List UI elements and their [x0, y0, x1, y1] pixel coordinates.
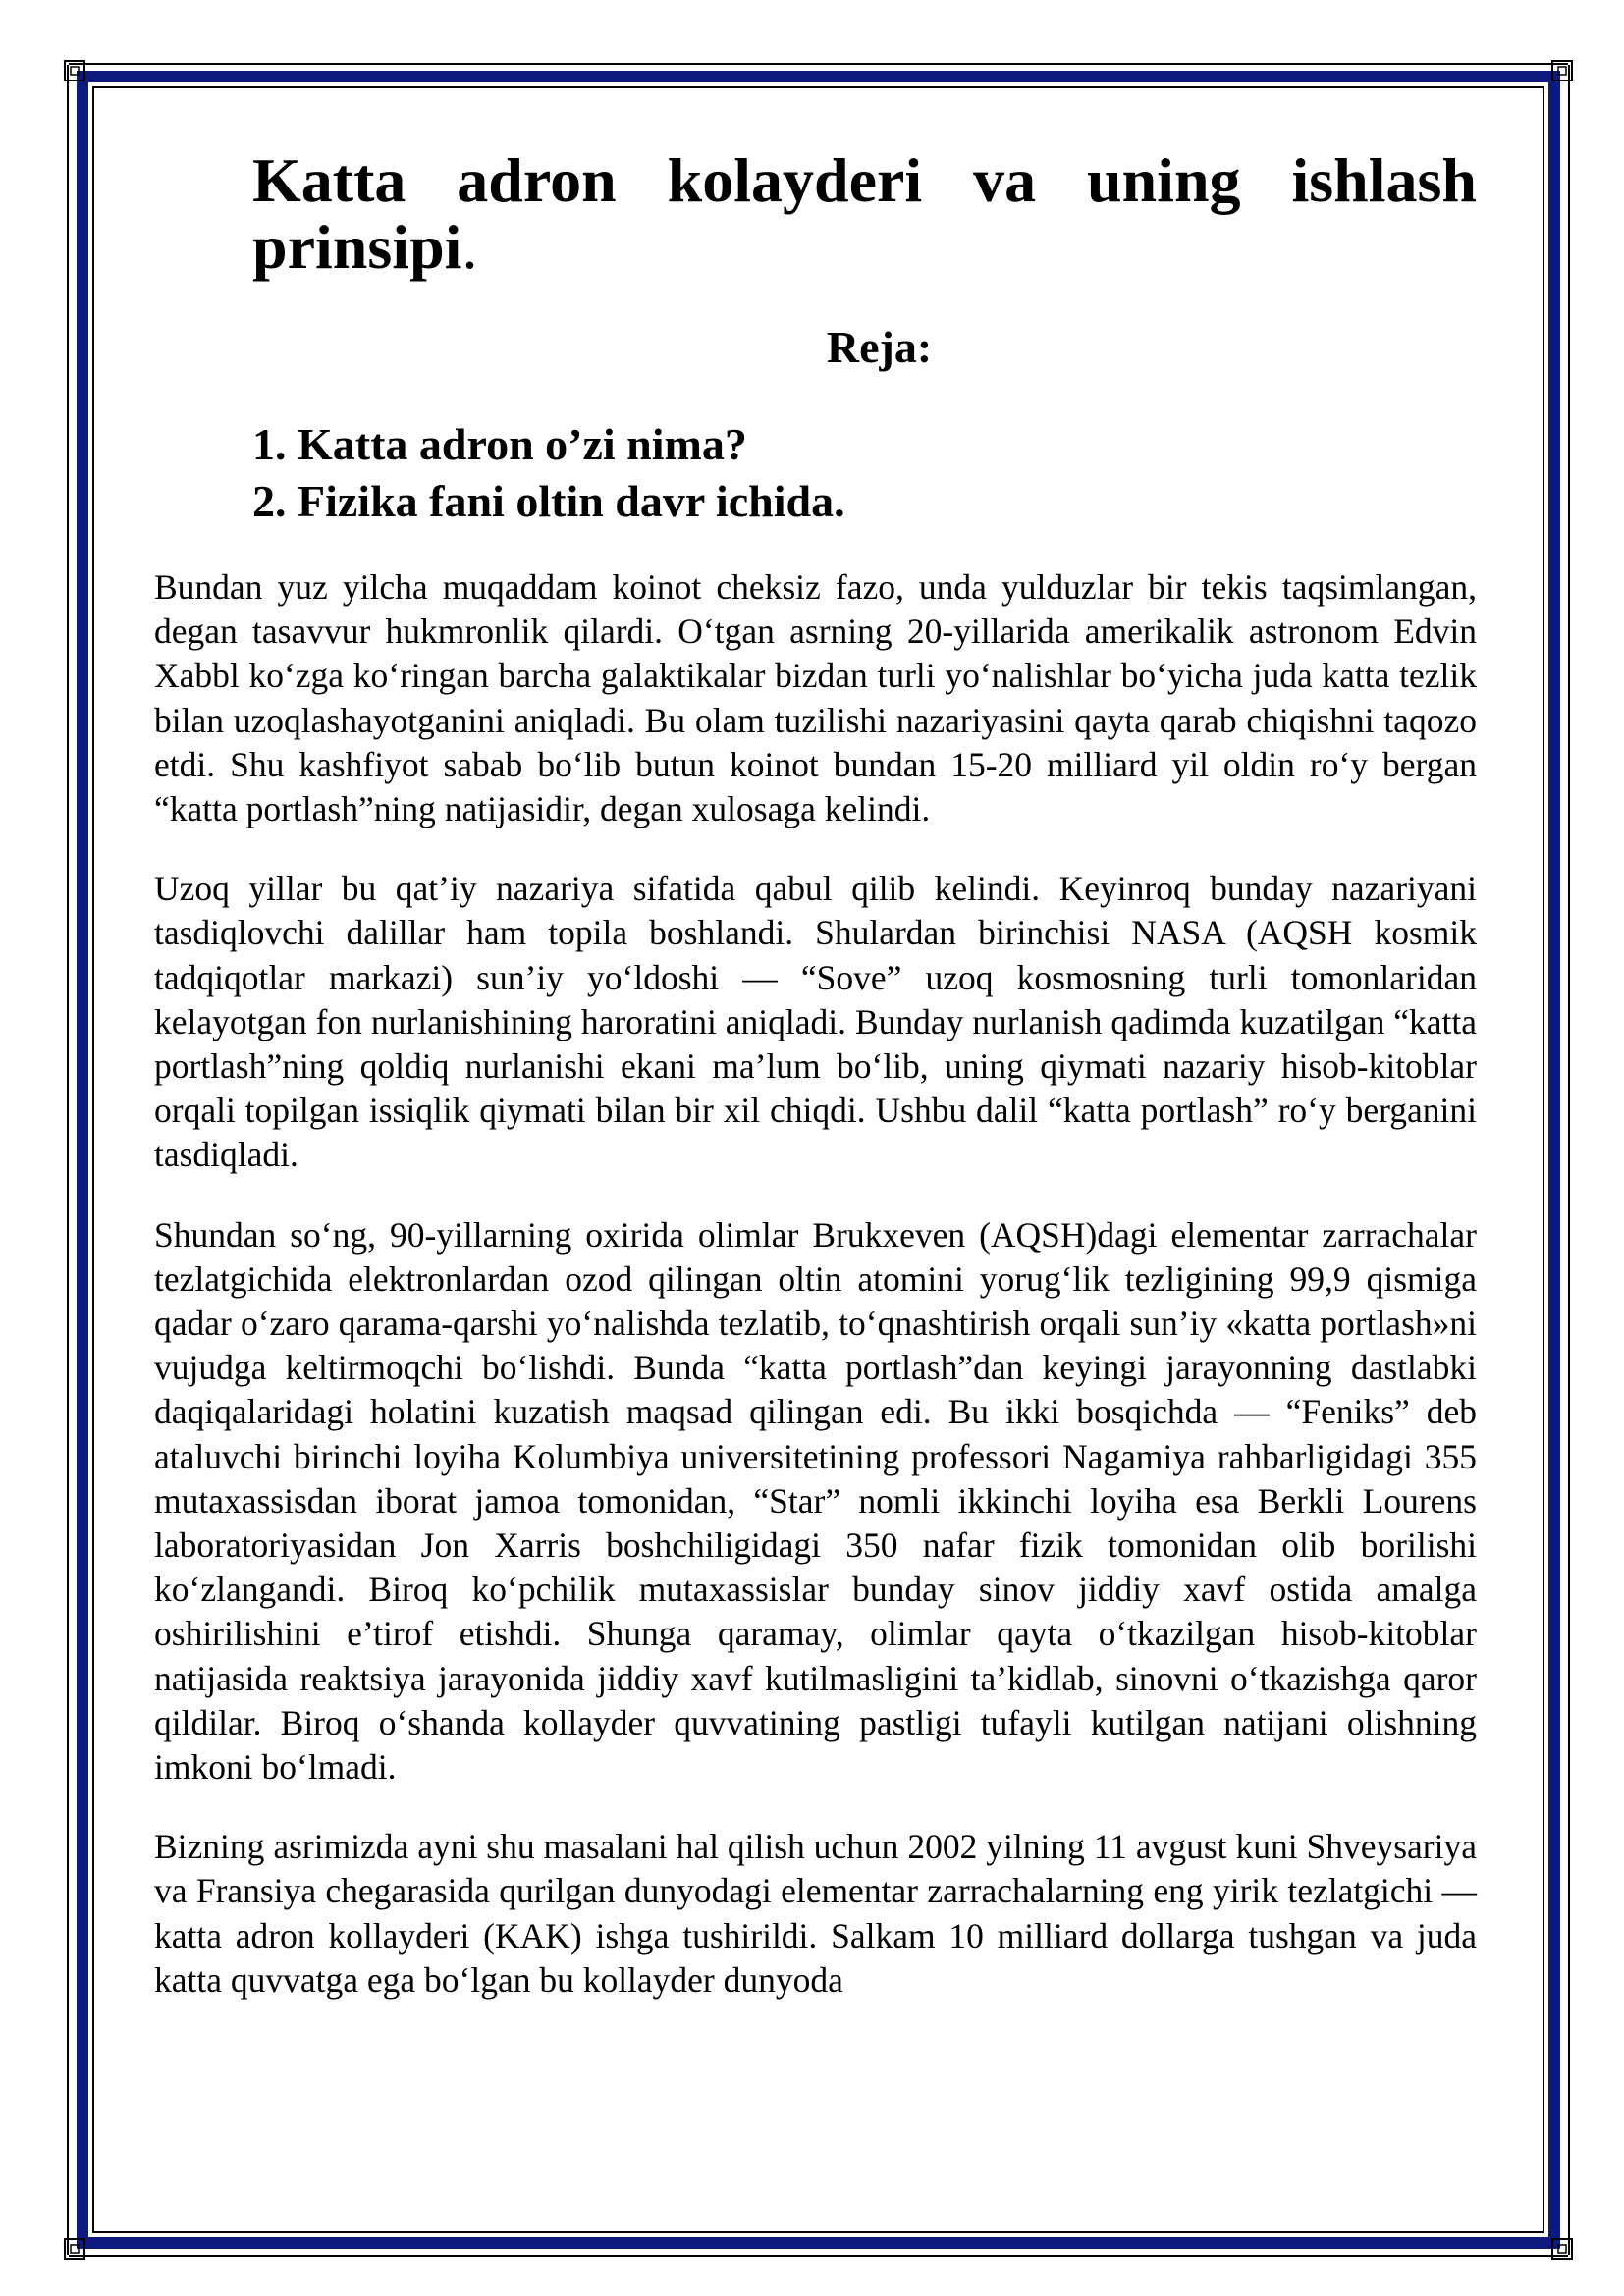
- border-blue-bottom: [77, 2237, 1560, 2249]
- corner-ornament-top-left: [63, 59, 98, 94]
- border-blue-right: [1548, 71, 1560, 2249]
- border-inner-right: [1543, 86, 1544, 2233]
- paragraph: Uzoq yillar bu qat’iy nazariya sifatida qabul qilib kelindi. Keyinroq bunday nazariyani tasdiqlovchi dalillar ham topila boshlandi. Shulardan birinchisi NASA (AQSH kosmik tadqiqotlar markazi) sun’iy yo‘ldoshi — “Sove” uzoq kosmosning turli tomonlaridan kelayotgan fon nurlanishining haroratini aniqladi. Bunday nurlanish qadimda kuzatilgan “katta portlash”ning qoldiq nurlanishi ekani ma’lum bo‘lib, uning qiymati nazariy hisob-kitoblar orqali topilgan issiqlik qiymati bilan bir xil chiqdi. Ushbu dalil “katta portlash” ro‘y berganini tasdiqladi.: [154, 869, 1477, 1175]
- corner-ornament-bottom-right: [1539, 2225, 1574, 2261]
- plan-item: 2. Fizika fani oltin davr ichida.: [252, 476, 845, 526]
- paragraph: Shundan so‘ng, 90-yillarning oxirida olimlar Brukxeven (AQSH)dagi elementar zarrachalar tezlatgichida elektronlardan ozod qilingan oltin atomini yorug‘lik tezligining 99,9 qismiga qadar o‘zaro qarama-qarshi yo‘nalishda tezlatib, to‘qnashtirish orqali sun’iy «katta portlash»ni vujudga keltirmoqchi bo‘lishdi. Bunda “katta portlash”dan keyingi jarayonning dastlabki daqiqalaridagi holatini kuzatish maqsad qilingan edi. Bu ikki bosqichda — “Feniks” deb ataluvchi birinchi loyiha Kolumbiya universitetining professori Nagamiya rahbarligidagi 355 mutaxassisdan iborat jamoa tomonidan, “Star” nomli ikkinchi loyiha esa Berkli Lourens laboratoriyasidan Jon Xarris boshchiligidagi 350 nafar fizik tomonidan olib borilishi ko‘zlangandi. Biroq ko‘pchilik mutaxassislar bunday sinov jiddiy xavf ostida amalga oshirilishini e’tirof etishdi. Shunga qaramay, olimlar qayta o‘tkazilgan hisob-kitoblar natijasida reaktsiya jarayonida jiddiy xavf kutilmasligini ta’kidlab, sinovni o‘tkazishga qaror qildilar. Biroq o‘shanda kollayder quvvatining pastligi tufayli kutilgan natijani olishning imkoni bo‘lmadi.: [154, 1214, 1477, 1788]
- plan-list: [252, 416, 1477, 530]
- border-outer-right: [1568, 65, 1570, 2255]
- document-title: [252, 147, 1477, 281]
- document-body: [154, 147, 1477, 2002]
- border-inner-left: [92, 86, 94, 2233]
- corner-ornament-top-right: [1539, 59, 1574, 94]
- corner-ornament-bottom-left: [63, 2225, 98, 2261]
- border-outer-left: [67, 65, 69, 2255]
- border-blue-left: [77, 71, 88, 2249]
- border-outer-top: [69, 63, 1568, 65]
- border-blue-top: [77, 71, 1560, 82]
- plan-heading: Reja:: [826, 322, 933, 372]
- document-title-suffix: .: [461, 212, 478, 282]
- border-inner-top: [92, 86, 1544, 88]
- document-title-text: Katta adron kolayderi va uning ishlash prinsipi: [252, 145, 1477, 282]
- plan-item: 1. Katta adron o’zi nima?: [252, 419, 747, 469]
- border-inner-bottom: [92, 2231, 1544, 2233]
- paragraph: Bundan yuz yilcha muqaddam koinot cheksiz fazo, unda yulduzlar bir tekis taqsimlangan, degan tasavvur hukmronlik qilardi. O‘tgan asrning 20-yillarida amerikalik astronom Edvin Xabbl ko‘zga ko‘ringan barcha galaktikalar bizdan turli yo‘nalishlar bo‘yicha juda katta tezlik bilan uzoqlashayotganini aniqladi. Bu olam tuzilishi nazariyasini qayta qarab chiqishni taqozo etdi. Shu kashfiyot sabab bo‘lib butun koinot bundan 15-20 milliard yil oldin ro‘y bergan “katta portlash”ning natijasidir, degan xulosaga kelindi.: [154, 567, 1477, 829]
- paragraph: Bizning asrimizda ayni shu masalani hal qilish uchun 2002 yilning 11 avgust kuni Shveysariya va Fransiya chegarasida qurilgan dunyodagi elementar zarrachalarning eng yirik tezlatgichi — katta adron kollayderi (KAK) ishga tushirildi. Salkam 10 milliard dollarga tushgan va juda katta quvvatga ega bo‘lgan bu kollayder dunyoda: [154, 1827, 1477, 2000]
- border-outer-bottom: [69, 2255, 1568, 2257]
